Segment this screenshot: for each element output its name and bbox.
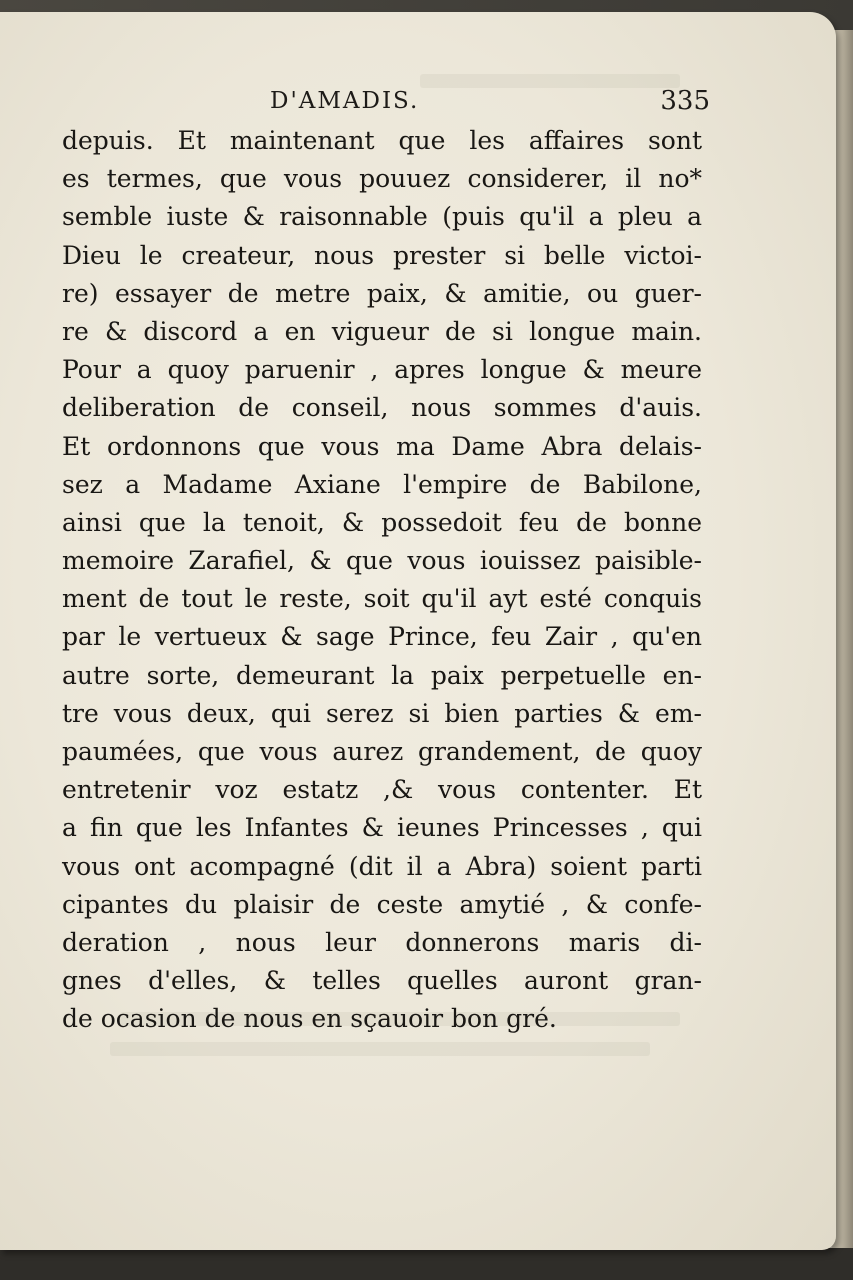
text-line: paumées, que vous aurez grandement, de quoy <box>62 737 702 766</box>
page-header <box>270 82 710 122</box>
text-line: re & discord a en vigueur de si longue main. <box>62 316 702 346</box>
text-line: vous ont acompagné (dit il a Abra) soient parti <box>62 851 702 881</box>
text-line: es termes, que vous pouuez considerer, il no* <box>62 164 702 194</box>
book-page <box>0 12 836 1250</box>
text-line: Et ordonnons que vous ma Dame Abra delais- <box>62 431 702 461</box>
text-line: depuis. Et maintenant que les affaires sont <box>62 126 702 155</box>
text-line: sez a Madame Axiane l'empire de Babilone, <box>62 469 702 499</box>
text-line: Dieu le createur, nous prester si belle victoi- <box>62 240 702 270</box>
running-title: D'AMADIS. <box>270 88 420 114</box>
text-line: Pour a quoy paruenir , apres longue & meure <box>62 355 702 385</box>
text-line: semble iuste & raisonnable (puis qu'il a pleu a <box>62 202 702 232</box>
text-line: ment de tout le reste, soit qu'il ayt esté conquis <box>62 584 702 614</box>
text-line: deration , nous leur donnerons maris di- <box>62 927 702 957</box>
text-line: ainsi que la tenoit, & possedoit feu de bonne <box>62 507 702 537</box>
text-line: re) essayer de metre paix, & amitie, ou guer- <box>62 278 702 308</box>
text-line-last: de ocasion de nous en sçauoir bon gré. <box>62 1004 557 1034</box>
text-line: entretenir voz estatz ,& vous contenter. Et <box>62 775 702 805</box>
body-text <box>62 122 702 1039</box>
text-line: cipantes du plaisir de ceste amytié , & confe- <box>62 889 702 919</box>
text-line: tre vous deux, qui serez si bien parties & em- <box>62 698 702 728</box>
text-line: deliberation de conseil, nous sommes d'auis. <box>62 393 702 423</box>
text-line: gnes d'elles, & telles quelles auront gran- <box>62 966 702 996</box>
page-number: 335 <box>660 86 710 116</box>
text-line: par le vertueux & sage Prince, feu Zair , qu'en <box>62 622 702 652</box>
text-line: a fin que les Infantes & ieunes Princesses , qui <box>62 813 702 843</box>
text-line: autre sorte, demeurant la paix perpetuelle en- <box>62 660 702 690</box>
bottom-shadow <box>0 1248 853 1280</box>
text-line: memoire Zarafiel, & que vous iouissez paisible- <box>62 546 702 576</box>
